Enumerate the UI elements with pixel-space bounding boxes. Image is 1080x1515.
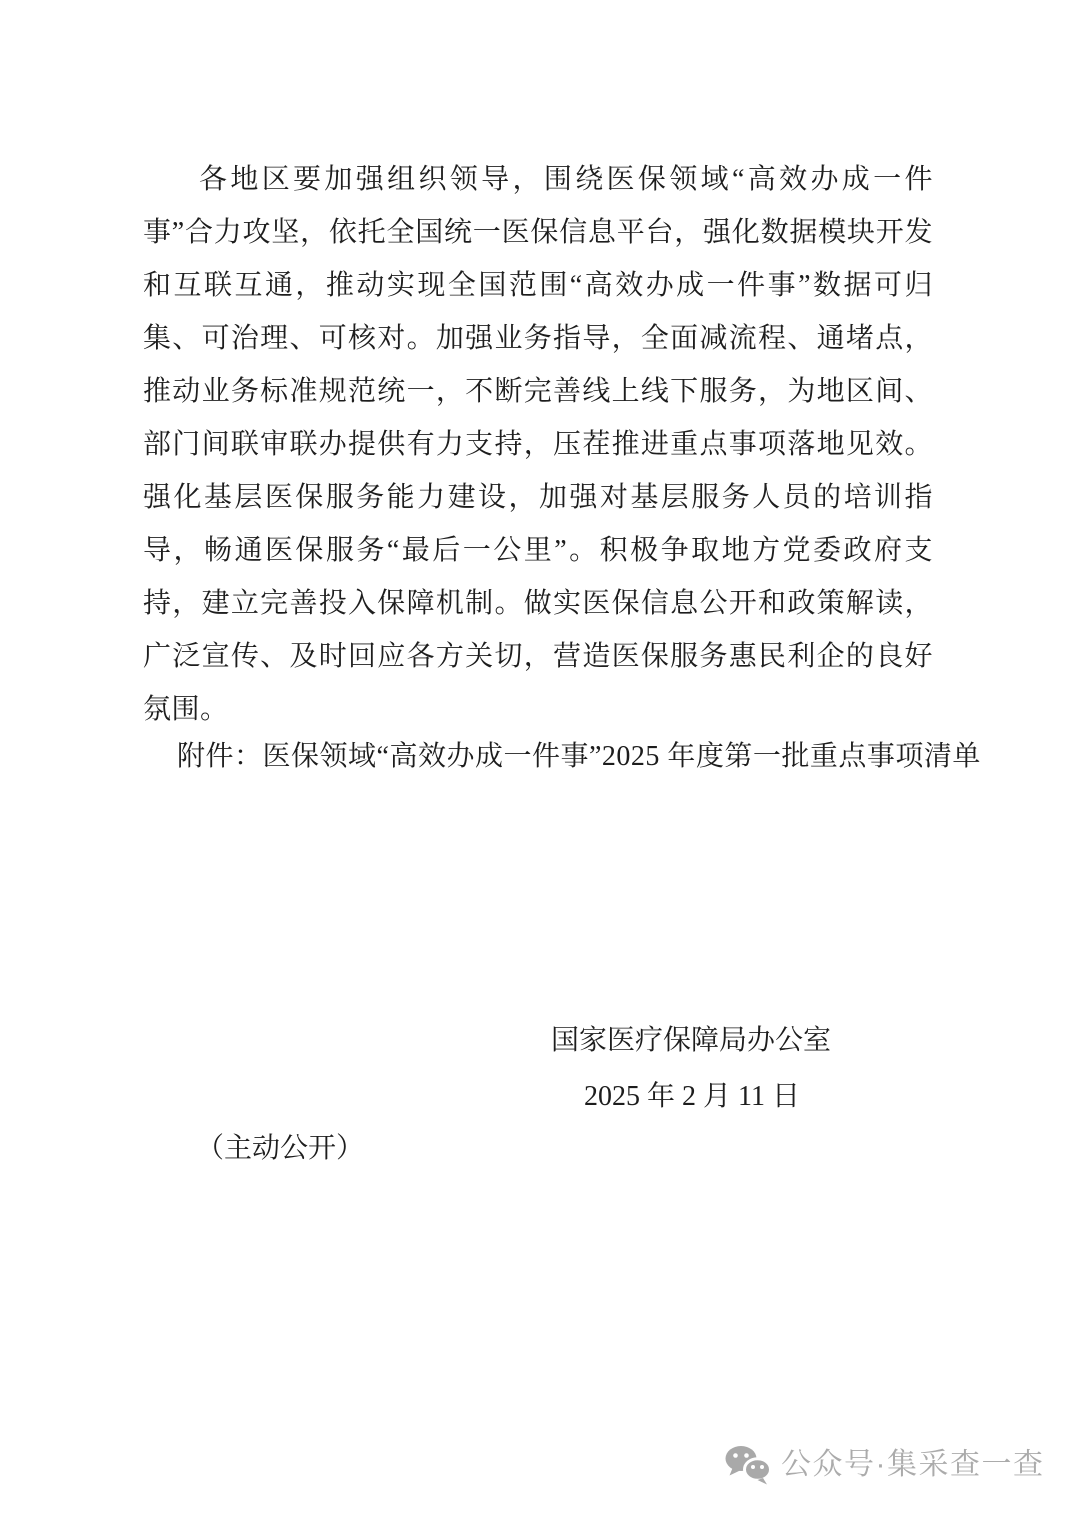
publicity-note: （主动公开） [196, 1133, 365, 1164]
issuer-signature: 国家医疗保障局办公室 [551, 1025, 832, 1056]
body-paragraph: 各地区要加强组织领导，围绕医保领域“高效办成一件事”合力攻坚，依托全国统一医保信息平台，强化数据模块开发和互联互通，推动实现全国范围“高效办成一件事”数据可归集、可治理、可核对。加强业务指导，全面减流程、通堵点，推动业务标准规范统一，不断完善线上线下服务，为地区间、部门间联审联办提供有力支持，压茬推进重点事项落地见效。强化基层医保服务能力建设，加强对基层服务人员的培训指导，畅通医保服务“最后一公里”。积极争取地方党委政府支持，建立完善投入保障机制。做实医保信息公开和政策解读，广泛宣传、及时回应各方关切，营造医保服务惠民利企的良好氛围。 [143, 164, 933, 725]
attachment-title: 医保领域“高效办成一件事”2025 年度第一批重点事项清单 [262, 741, 981, 772]
attachment-label: 附件： [177, 741, 263, 772]
watermark-text: 公众号·集采查一查 [781, 1448, 1045, 1481]
watermark [724, 1445, 1045, 1485]
attachment-line [143, 731, 1031, 782]
wechat-icon [724, 1445, 772, 1485]
issue-date: 2025 年 2 月 11 日 [584, 1081, 800, 1112]
